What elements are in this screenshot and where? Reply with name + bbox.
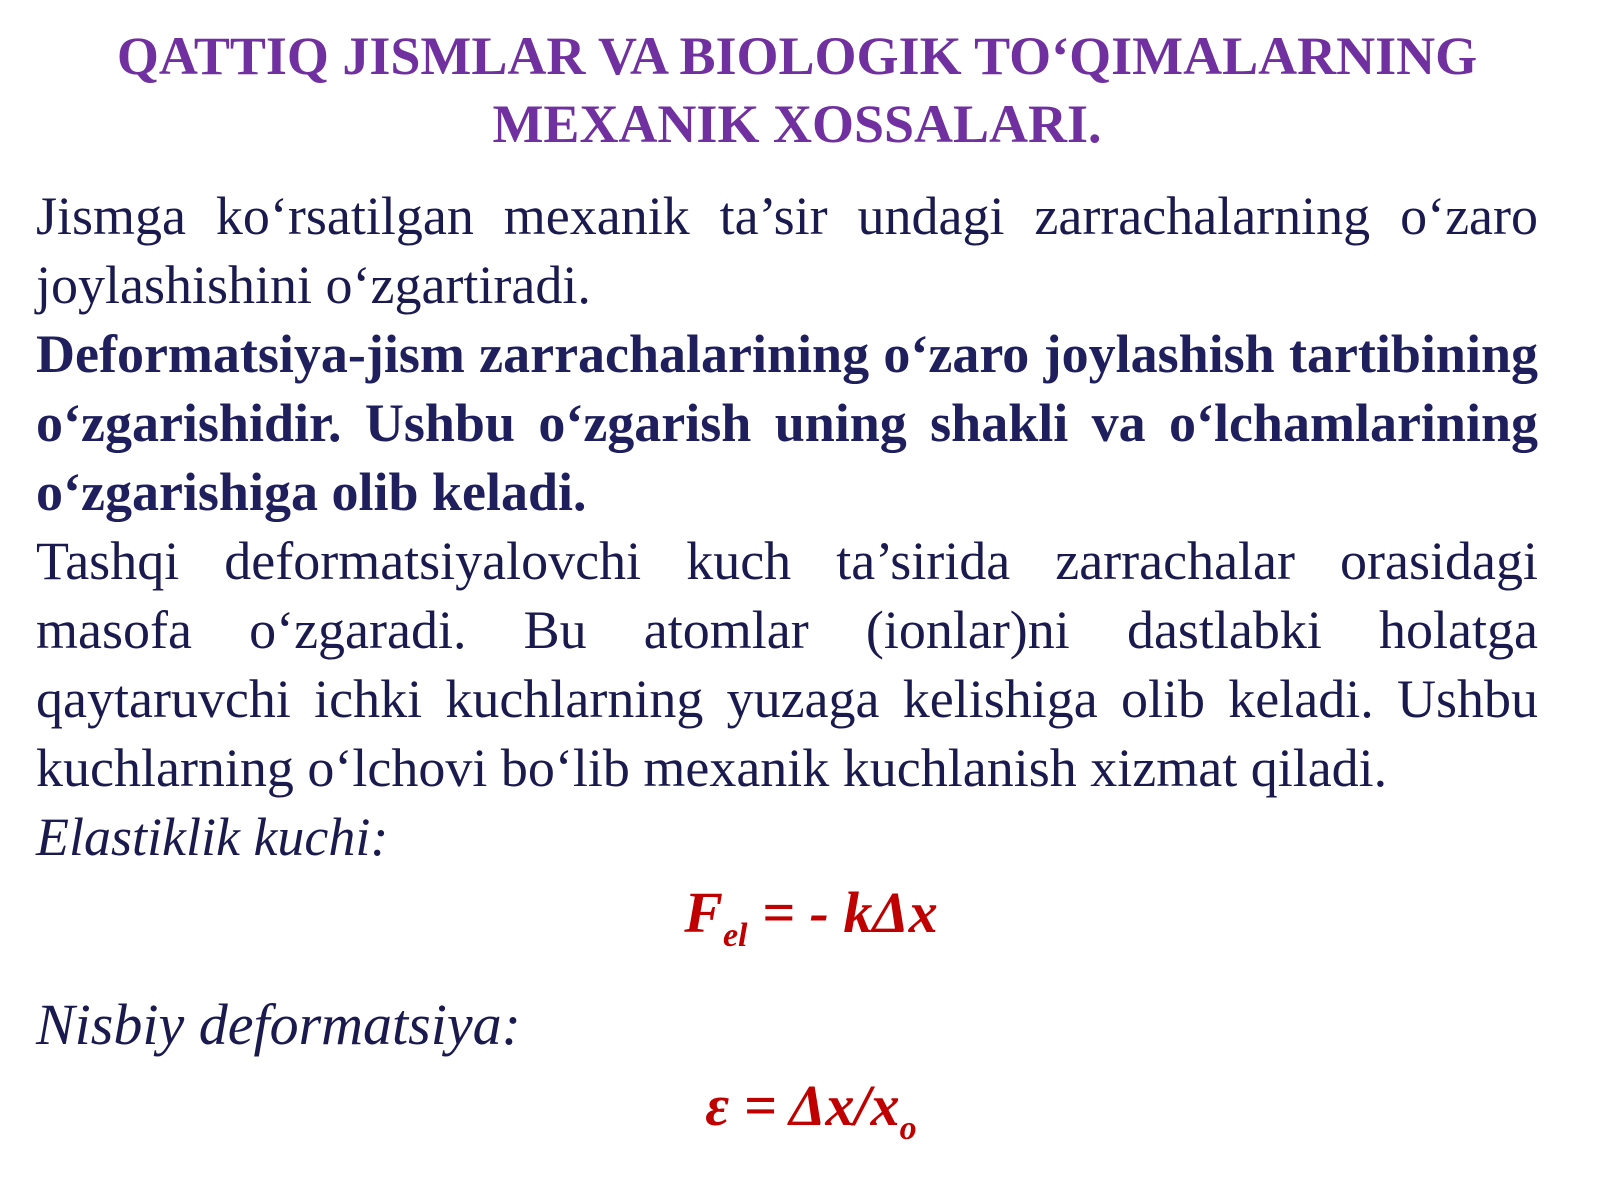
relative-deformation-formula — [36, 1071, 1538, 1164]
elastic-force-formula — [36, 878, 1538, 971]
intro-paragraph: Jismga ko‘rsatilgan mexanik ta’sir undagi zarrachalarning o‘zaro joylashishini o‘zgartiradi. — [36, 186, 1538, 315]
slide-title — [36, 22, 1538, 158]
relative-deformation-label: Nisbiy deformatsiya: — [36, 992, 521, 1057]
relative-formula-main: ε = Δx/x — [705, 1073, 900, 1138]
slide-title-line-2: MEXANIK XOSSALARI. — [492, 94, 1102, 154]
elastic-formula-main: F — [684, 880, 723, 945]
slide-title-line-1: QATTIQ JISMLAR VA BIOLOGIK TO‘QIMALARNING — [116, 26, 1478, 86]
relative-formula-subscript: o — [899, 1110, 917, 1147]
definition-paragraph: Deformatsiya-jism zarrachalarining o‘zaro joylashish tartibining o‘zgarishidir. Ushbu o‘zgarish uning shakli va o‘lchamlarining o‘zgarishiga olib keladi. — [36, 324, 1538, 522]
elastic-formula-subscript: el — [722, 917, 748, 954]
explanation-paragraph: Tashqi deformatsiyalovchi kuch ta’sirida zarrachalar orasidagi masofa o‘zgaradi. Bu atomlar (ionlar)ni dastlabki holatga qaytaruvchi ichki kuchlarning yuzaga kelishiga olib keladi. Ushbu kuchlarning o‘lchovi bo‘lib mexanik kuchlanish xizmat qiladi. — [36, 531, 1538, 798]
elastic-formula-rest: = - kΔx — [747, 880, 938, 945]
elastic-force-label: Elastiklik kuchi: — [36, 807, 389, 867]
